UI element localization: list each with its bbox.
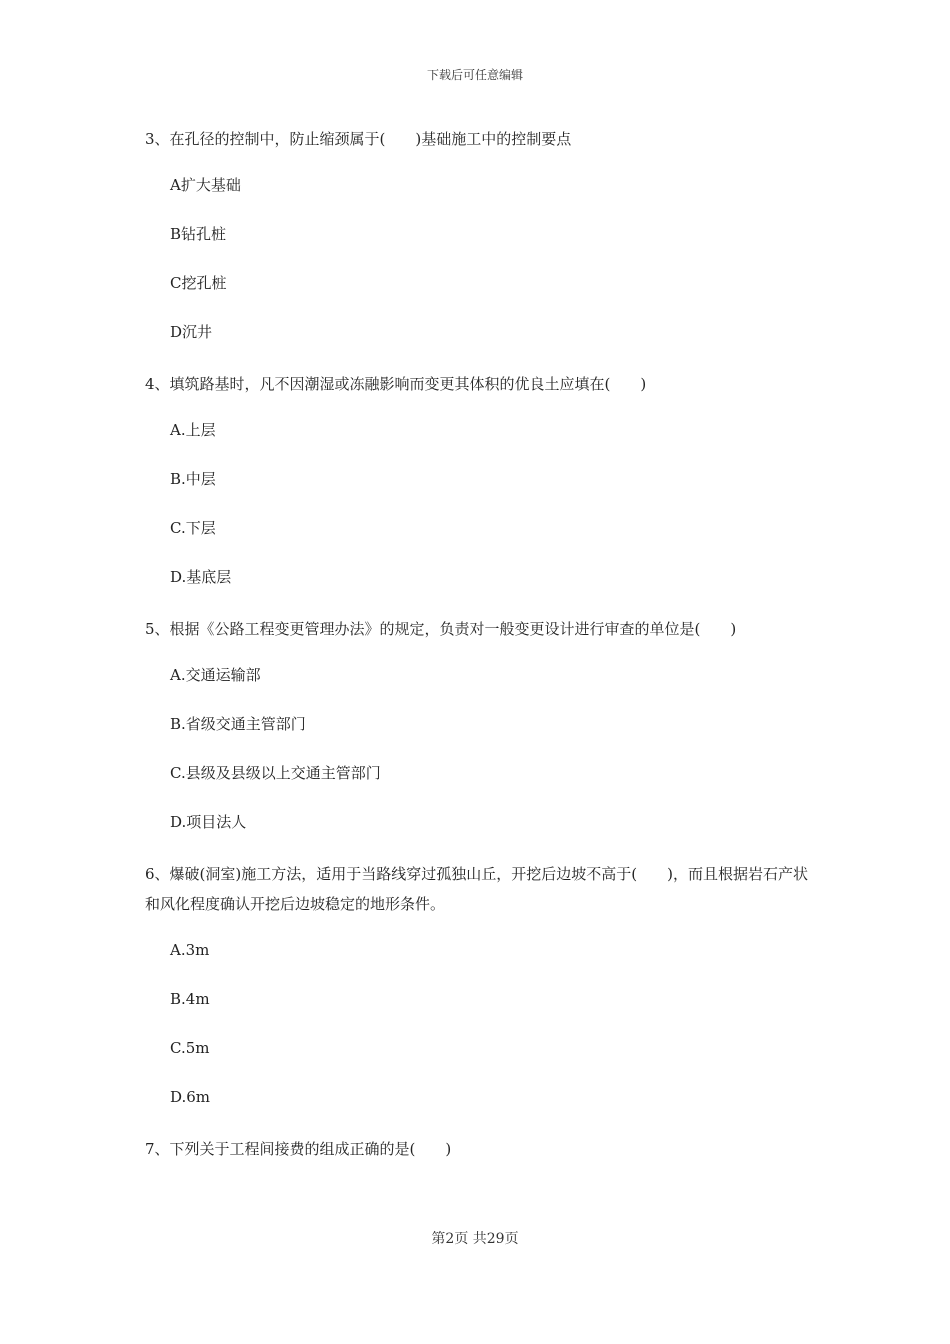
option-b: B钻孔桩 [170,225,227,243]
question-list [145,124,815,1183]
question-text: 5、根据《公路工程变更管理办法》的规定，负责对一般变更设计进行审查的单位是( ) [145,620,737,638]
option-c: C.县级及县级以上交通主管部门 [170,764,381,782]
option-b: B.4m [170,990,210,1008]
option-a: A.上层 [170,421,216,439]
question-block [145,859,815,1109]
question-text: 3、在孔径的控制中，防止缩颈属于( )基础施工中的控制要点 [145,130,572,148]
option-d: D沉井 [170,323,213,341]
question-block [145,1134,815,1164]
question-text: 7、下列关于工程间接费的组成正确的是( ) [145,1140,452,1158]
option-b: B.省级交通主管部门 [170,715,306,733]
option-c: C挖孔桩 [170,274,227,292]
option-d: D.6m [170,1088,211,1106]
page-footer: 第2页 共29页 [431,1231,519,1247]
question-block [145,124,815,344]
option-d: D.基底层 [170,568,232,586]
option-d: D.项目法人 [170,813,247,831]
question-block [145,369,815,589]
question-block [145,614,815,834]
option-c: C.下层 [170,519,216,537]
page-header: 下载后可任意编辑 [426,68,523,82]
question-text: 6、爆破(洞室)施工方法，适用于当路线穿过孤独山丘，开挖后边坡不高于( )，而且根据岩石产状和风化程度确认开挖后边坡稳定的地形条件。 [145,865,808,913]
option-a: A.3m [170,941,210,959]
option-b: B.中层 [170,470,216,488]
option-a: A.交通运输部 [170,666,261,684]
option-a: A扩大基础 [170,176,241,194]
option-c: C.5m [170,1039,210,1057]
question-text: 4、填筑路基时，凡不因潮湿或冻融影响而变更其体积的优良土应填在( ) [145,375,647,393]
